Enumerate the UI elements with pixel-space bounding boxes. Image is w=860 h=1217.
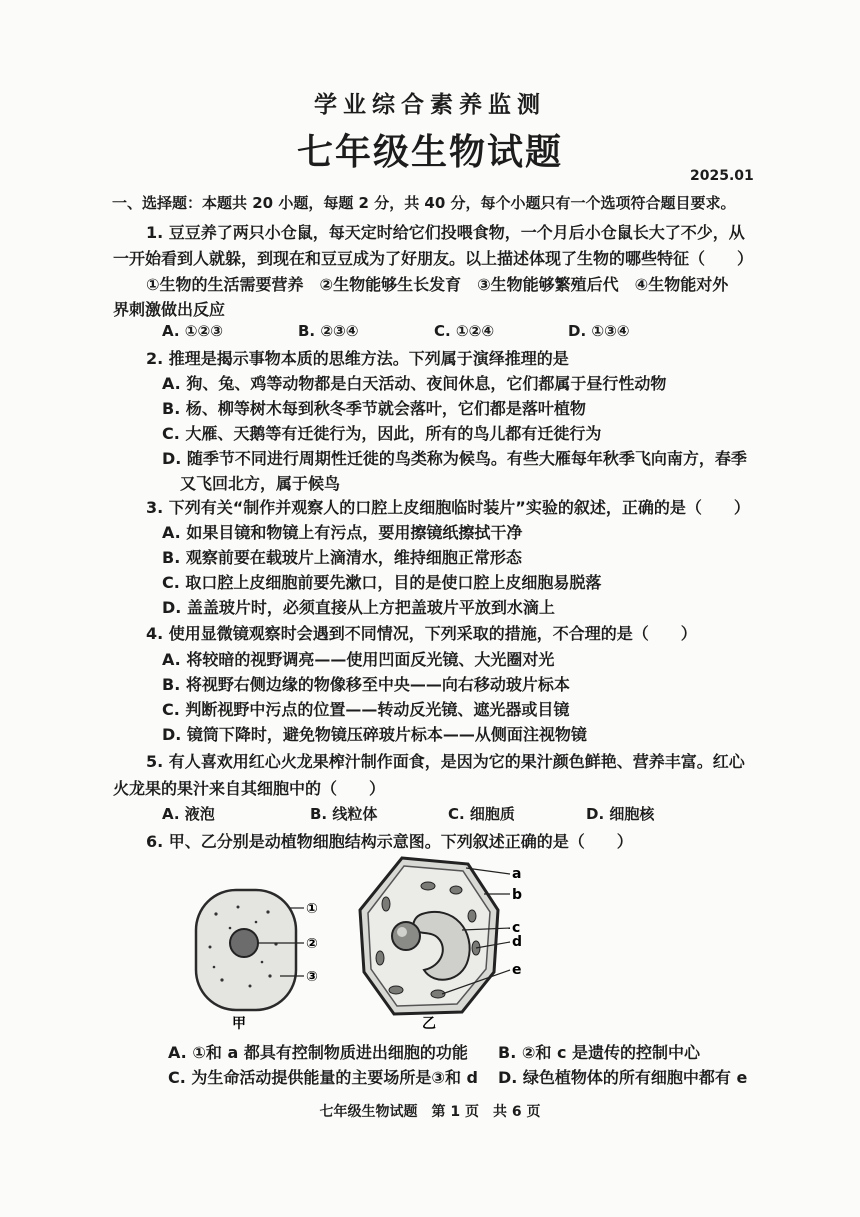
plant-label-e: e [512,962,522,978]
q3-stem: 3. 下列有关“制作并观察人的口腔上皮细胞临时装片”实验的叙述，正确的是（ ） [146,498,750,517]
q5-option-b: B. 线粒体 [310,805,378,823]
q3-option-b: B. 观察前要在载玻片上滴清水，维持细胞正常形态 [162,548,522,567]
q4-option-c: C. 判断视野中污点的位置——转动反光镜、遮光器或目镜 [162,700,570,719]
animal-label-1: ① [306,901,318,917]
q5-option-c: C. 细胞质 [448,805,515,823]
q1-option-d: D. ①③④ [568,322,630,340]
q2-option-c: C. 大雁、天鹅等有迁徙行为，因此，所有的鸟儿都有迁徙行为 [162,424,602,443]
q1-option-b: B. ②③④ [298,322,359,340]
plant-label-a: a [512,866,522,882]
page-footer: 七年级生物试题 第 1 页 共 6 页 [319,1104,541,1120]
animal-label-3: ③ [306,969,318,985]
q4-option-b: B. 将视野右侧边缘的物像移至中央——向右移动玻片标本 [162,675,570,694]
animal-cell-caption: 甲 [232,1016,246,1032]
q5-line1: 5. 有人喜欢用红心火龙果榨汁制作面食，是因为它的果汁颜色鲜艳、营养丰富。红心 [146,752,745,771]
animal-label-2: ② [306,936,318,952]
q3-option-c: C. 取口腔上皮细胞前要先漱口，目的是使口腔上皮细胞易脱落 [162,573,602,592]
section-heading: 一、选择题：本题共 20 小题，每题 2 分，共 40 分，每个小题只有一个选项符合题目要求。 [112,194,736,212]
q6-option-a: A. ①和 a 都具有控制物质进出细胞的功能 [168,1043,468,1062]
plant-cell-caption: 乙 [422,1016,436,1032]
q5-line2: 火龙果的果汁来自其细胞中的（ ） [113,779,386,798]
q1-line2: 一开始看到人就躲，到现在和豆豆成为了好朋友。以上描述体现了生物的哪些特征（ ） [113,249,754,268]
q1-line3: ①生物的生活需要营养 ②生物能够生长发育 ③生物能够繁殖后代 ④生物能对外 [146,275,729,294]
q1-option-c: C. ①②④ [434,322,495,340]
q2-option-d-line1: D. 随季节不同进行周期性迁徙的鸟类称为候鸟。有些大雁每年秋季飞向南方，春季 [162,449,747,468]
plant-cell [360,858,522,1032]
q2-stem: 2. 推理是揭示事物本质的思维方法。下列属于演绎推理的是 [146,349,569,368]
q3-option-a: A. 如果目镜和物镜上有污点，要用擦镜纸擦拭干净 [162,523,523,542]
q4-option-a: A. 将较暗的视野调亮——使用凹面反光镜、大光圈对光 [162,650,555,669]
q5-option-d: D. 细胞核 [586,805,655,823]
q1-line1: 1. 豆豆养了两只小仓鼠，每天定时给它们投喂食物，一个月后小仓鼠长大了不少，从 [146,223,745,242]
q1-line4: 界刺激做出反应 [113,300,226,319]
exam-date: 2025.01 [690,168,754,184]
q5-option-a: A. 液泡 [162,805,215,823]
plant-label-b: b [512,887,523,903]
q6-option-d: D. 绿色植物体的所有细胞中都有 e [498,1068,748,1087]
plant-label-d: d [512,934,523,950]
cell-diagram [180,852,540,1032]
q6-option-c: C. 为生命活动提供能量的主要场所是③和 d [168,1068,478,1087]
plant-label-c: c [512,920,521,936]
q4-stem: 4. 使用显微镜观察时会遇到不同情况，下列采取的措施，不合理的是（ ） [146,624,697,643]
q6-stem: 6. 甲、乙分别是动植物细胞结构示意图。下列叙述正确的是（ ） [146,832,633,851]
animal-cell-nucleus [230,929,258,957]
exam-title: 七年级生物试题 [296,131,563,173]
exam-subtitle: 学业综合素养监测 [314,92,546,118]
q2-option-b: B. 杨、柳等树木每到秋冬季节就会落叶，它们都是落叶植物 [162,399,586,418]
q2-option-a: A. 狗、兔、鸡等动物都是白天活动、夜间休息，它们都属于昼行性动物 [162,374,667,393]
q4-option-d: D. 镜筒下降时，避免物镜压碎玻片标本——从侧面注视物镜 [162,725,587,744]
animal-cell [196,890,318,1032]
plant-cell-nucleus [392,922,420,950]
q2-option-d-line2: 又飞回北方，属于候鸟 [180,474,341,493]
plant-cell-nucleolus [397,927,407,937]
q1-option-a: A. ①②③ [162,322,223,340]
q3-option-d: D. 盖盖玻片时，必须直接从上方把盖玻片平放到水滴上 [162,598,555,617]
q6-option-b: B. ②和 c 是遗传的控制中心 [498,1043,701,1062]
